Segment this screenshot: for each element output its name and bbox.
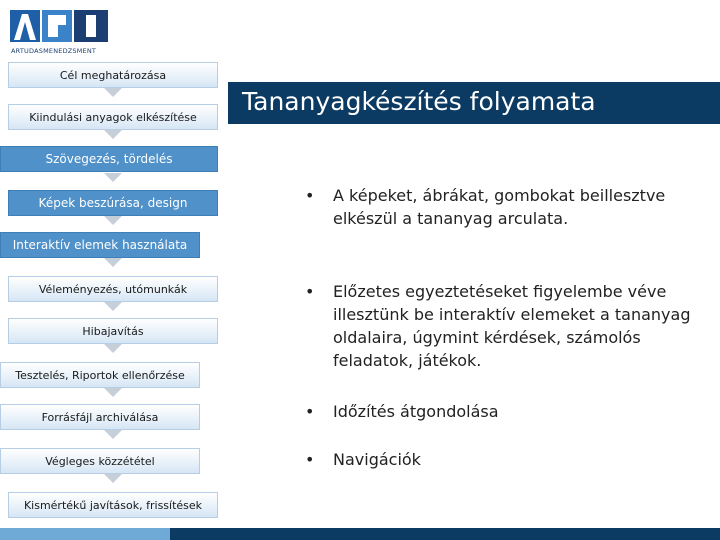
step-11: Kismértékű javítások, frissítések xyxy=(8,492,218,518)
bullet-text: Navigációk xyxy=(333,450,421,469)
bullet-item xyxy=(305,184,705,230)
footer-bar xyxy=(0,528,720,540)
flow-arrow xyxy=(104,430,122,439)
bullet-dot: • xyxy=(305,450,315,469)
step-3: Szövegezés, tördelés xyxy=(0,146,218,172)
logo-graphic xyxy=(8,4,112,48)
bullet-text: Időzítés átgondolása xyxy=(333,402,499,421)
step-1: Cél meghatározása xyxy=(8,62,218,88)
step-7: Hibajavítás xyxy=(8,318,218,344)
bullet-dot: • xyxy=(305,282,315,301)
bullet-item xyxy=(305,448,705,471)
flow-arrow xyxy=(104,344,122,353)
step-6: Véleményezés, utómunkák xyxy=(8,276,218,302)
bullet-text: Előzetes egyeztetéseket figyelembe véve illesztünk be interaktív elemeket a tananyag oldalaira, úgymint kérdések, számolós feladatok, játékok. xyxy=(333,282,691,370)
footer-accent xyxy=(0,528,170,540)
bullet-dot: • xyxy=(305,402,315,421)
step-9: Forrásfájl archiválása xyxy=(0,404,200,430)
step-2: Kiindulási anyagok elkészítése xyxy=(8,104,218,130)
logo-caption: ARTUDASMENEDZSMENT xyxy=(11,47,97,55)
flow-arrow xyxy=(104,88,122,97)
flow-arrow xyxy=(104,302,122,311)
flow-arrow xyxy=(104,388,122,397)
flow-arrow xyxy=(104,130,122,139)
company-logo xyxy=(8,4,112,60)
flow-arrow xyxy=(104,474,122,483)
step-4: Képek beszúrása, design xyxy=(8,190,218,216)
bullet-item xyxy=(305,400,705,423)
flow-arrow xyxy=(104,173,122,182)
slide-title: Tananyagkészítés folyamata xyxy=(242,87,596,116)
step-10: Végleges közzététel xyxy=(0,448,200,474)
step-8: Tesztelés, Riportok ellenőrzése xyxy=(0,362,200,388)
bullet-text: A képeket, ábrákat, gombokat beillesztve elkészül a tananyag arculata. xyxy=(333,186,666,228)
bullet-dot: • xyxy=(305,186,315,205)
bullet-item xyxy=(305,280,705,372)
flow-arrow xyxy=(104,258,122,267)
flow-arrow xyxy=(104,216,122,225)
title-bar xyxy=(228,82,720,124)
step-5: Interaktív elemek használata xyxy=(0,232,200,258)
